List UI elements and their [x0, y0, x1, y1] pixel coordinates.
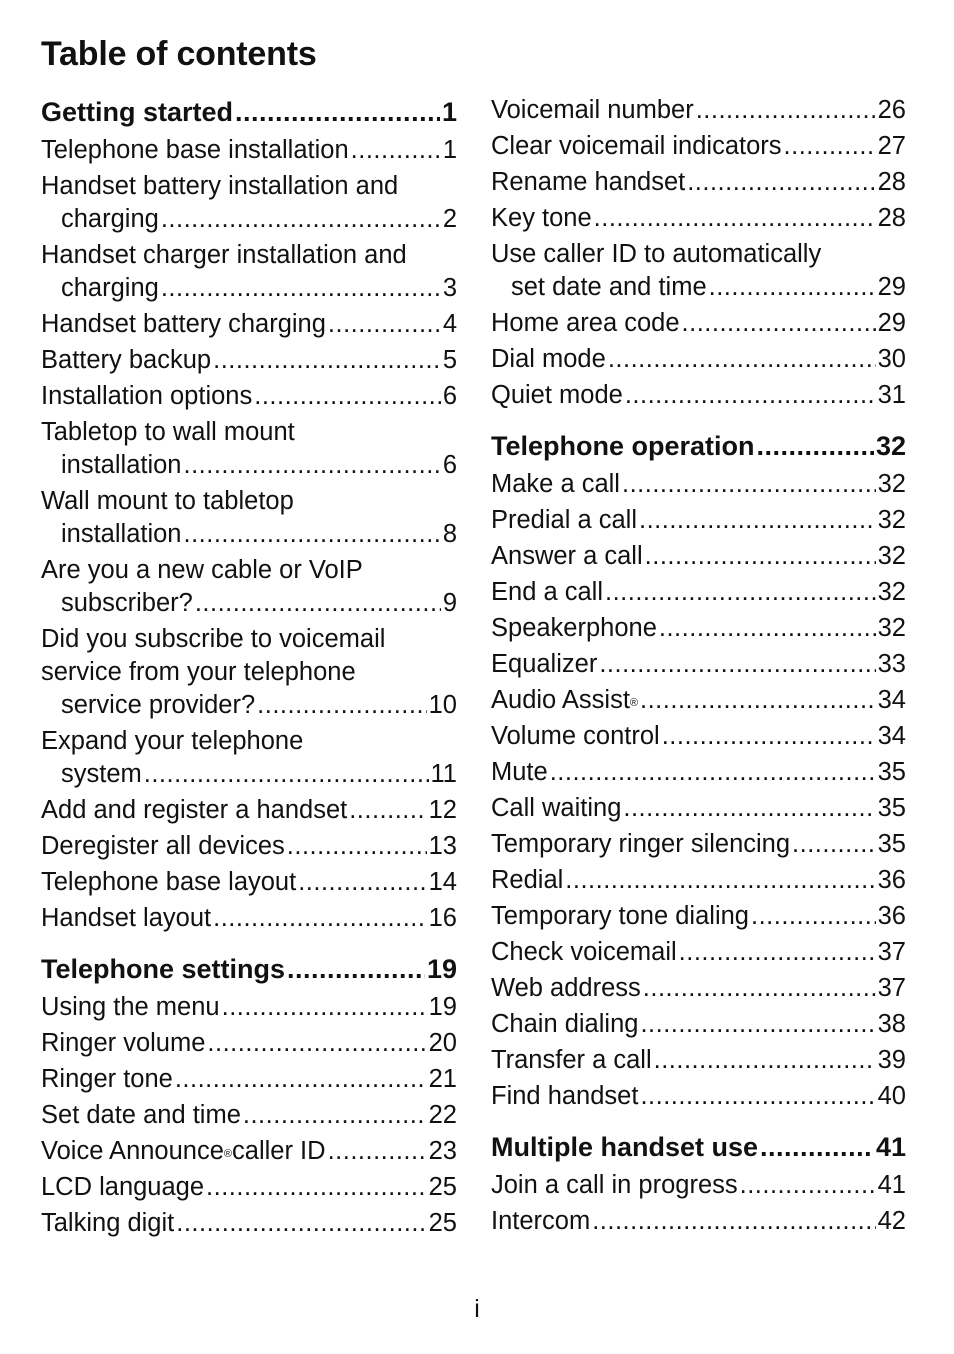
toc-page-number: 32 — [877, 470, 906, 498]
toc-page-number: 34 — [877, 722, 906, 750]
toc-entry-line — [41, 449, 457, 482]
dot-leader — [161, 203, 441, 236]
toc-section-heading[interactable] — [41, 94, 457, 130]
toc-entry-line — [491, 900, 906, 933]
toc-page-number: 6 — [442, 451, 457, 479]
toc-page-number: 16 — [428, 904, 457, 932]
toc-entry-text: Telephone settings — [41, 954, 286, 984]
toc-entry[interactable] — [41, 794, 457, 827]
toc-entry[interactable] — [491, 720, 906, 753]
toc-entry-text: Call waiting — [491, 794, 622, 822]
toc-section-heading[interactable] — [41, 951, 457, 987]
dot-leader — [207, 1027, 426, 1060]
toc-entry-text: Redial — [491, 866, 564, 894]
toc-entry-text: LCD language — [41, 1173, 205, 1201]
toc-entry-text: Volume control — [491, 722, 660, 750]
toc-entry-line — [41, 1171, 457, 1204]
toc-entry-text: Mute — [491, 758, 548, 786]
toc-page-number: 32 — [875, 431, 906, 461]
toc-entry[interactable] — [491, 756, 906, 789]
toc-entry-line — [41, 1063, 457, 1096]
toc-entry[interactable] — [491, 828, 906, 861]
toc-page-number: 32 — [877, 506, 906, 534]
toc-entry[interactable] — [41, 239, 457, 305]
dot-leader — [682, 307, 876, 340]
toc-entry-text: Installation options — [41, 382, 253, 410]
toc-entry-text: Set date and time — [41, 1101, 241, 1129]
toc-page-number: 30 — [877, 345, 906, 373]
toc-entry-line — [41, 344, 457, 377]
toc-page-number: 6 — [442, 382, 457, 410]
toc-entry-text: Expand your telephone — [41, 727, 304, 755]
toc-page-number: 2 — [442, 205, 457, 233]
toc-entry[interactable] — [491, 1044, 906, 1077]
toc-entry[interactable] — [491, 468, 906, 501]
toc-page-number: 21 — [428, 1065, 457, 1093]
toc-entry-text: subscriber? — [61, 589, 193, 617]
toc-page-number: 28 — [877, 168, 906, 196]
toc-page-number: 19 — [428, 993, 457, 1021]
toc-page-number: 13 — [428, 832, 457, 860]
toc-page-number: 31 — [877, 381, 906, 409]
toc-left-column — [41, 94, 457, 1243]
dot-leader — [195, 587, 441, 620]
dot-leader — [592, 1205, 875, 1238]
toc-entry-line — [491, 504, 906, 537]
toc-entry-line — [491, 756, 906, 789]
toc-entry-text: Talking digit — [41, 1209, 175, 1237]
toc-page-number: 32 — [877, 578, 906, 606]
toc-entry-text: Battery backup — [41, 346, 212, 374]
dot-leader — [298, 866, 426, 899]
toc-entry[interactable] — [491, 648, 906, 681]
toc-entry-text: Transfer a call — [491, 1046, 652, 1074]
toc-entry-text: Temporary tone dialing — [491, 902, 749, 930]
toc-entry[interactable] — [41, 902, 457, 935]
toc-entry-line — [491, 972, 906, 1005]
toc-entry-line — [41, 902, 457, 935]
toc-entry-text: Getting started — [41, 97, 234, 127]
toc-entry-text: Ringer tone — [41, 1065, 173, 1093]
toc-entry-line — [491, 468, 906, 501]
toc-entry-line — [41, 308, 457, 341]
dot-leader — [687, 166, 875, 199]
toc-entry-line — [491, 936, 906, 969]
dot-leader — [222, 991, 427, 1024]
toc-entry-text: Join a call in progress — [491, 1171, 738, 1199]
toc-entry-line — [41, 1207, 457, 1240]
toc-entry-line — [41, 830, 457, 863]
toc-entry-line — [41, 866, 457, 899]
toc-entry-text: installation — [61, 520, 182, 548]
toc-entry[interactable] — [41, 170, 457, 236]
toc-entry-text: Dial mode — [491, 345, 606, 373]
toc-entry-line — [41, 272, 457, 305]
toc-page-number: 40 — [877, 1082, 906, 1110]
dot-leader — [206, 1171, 427, 1204]
dot-leader — [257, 689, 426, 722]
toc-entry-line — [491, 343, 906, 376]
dot-leader — [679, 936, 876, 969]
toc-entry[interactable] — [41, 380, 457, 413]
toc-page-number: 32 — [877, 542, 906, 570]
toc-entry-line — [491, 94, 906, 127]
toc-entry[interactable] — [491, 540, 906, 573]
toc-entry-text: Handset layout — [41, 904, 212, 932]
dot-leader — [213, 902, 427, 935]
toc-page-number: 10 — [428, 691, 457, 719]
toc-page-number: 34 — [877, 686, 906, 714]
dot-leader — [351, 134, 441, 167]
toc-entry-line — [491, 1044, 906, 1077]
toc-entry[interactable] — [491, 612, 906, 645]
toc-entry-line — [491, 379, 906, 412]
toc-page-number: 14 — [428, 868, 457, 896]
toc-entry-line — [41, 689, 457, 722]
dot-leader — [757, 428, 874, 464]
toc-entry-text: Tabletop to wall mount — [41, 418, 295, 446]
toc-entry[interactable] — [41, 344, 457, 377]
toc-page-number: 19 — [426, 954, 457, 984]
toc-entry-text: service provider? — [61, 691, 256, 719]
toc-entry-text: Speakerphone — [491, 614, 657, 642]
toc-entry-text: Audio Assist — [491, 686, 630, 714]
toc-entry[interactable] — [491, 130, 906, 163]
dot-leader — [645, 540, 876, 573]
dot-leader — [643, 972, 876, 1005]
toc-entry-text: Clear voicemail indicators — [491, 132, 782, 160]
dot-leader — [328, 1135, 427, 1168]
toc-entry-text: Ringer volume — [41, 1029, 206, 1057]
toc-entry-text: Equalizer — [491, 650, 598, 678]
toc-page-number: 5 — [442, 346, 457, 374]
toc-page-number: 32 — [877, 614, 906, 642]
toc-entry[interactable] — [491, 936, 906, 969]
toc-entry-text: Make a call — [491, 470, 620, 498]
toc-entry-text: system — [61, 760, 142, 788]
toc-entry[interactable] — [41, 1099, 457, 1132]
toc-page-number: 33 — [877, 650, 906, 678]
dot-leader — [175, 1063, 427, 1096]
toc-entry-line — [41, 94, 457, 130]
toc-entry-text: Use caller ID to automatically — [491, 240, 822, 268]
toc-entry-line — [491, 828, 906, 861]
toc-entry-line — [491, 307, 906, 340]
toc-entry[interactable] — [41, 416, 457, 482]
toc-page-number: 4 — [442, 310, 457, 338]
dot-leader — [349, 794, 426, 827]
toc-entry-line — [491, 864, 906, 897]
toc-entry[interactable] — [41, 725, 457, 791]
toc-page-number: 36 — [877, 866, 906, 894]
toc-entry[interactable] — [491, 684, 906, 717]
dot-leader — [594, 202, 876, 235]
dot-leader — [696, 94, 876, 127]
toc-entry[interactable] — [41, 1063, 457, 1096]
dot-leader — [287, 951, 425, 987]
toc-entry-line — [491, 1080, 906, 1113]
dot-leader — [287, 830, 427, 863]
dot-leader — [213, 344, 441, 377]
dot-leader — [550, 756, 876, 789]
dot-leader — [640, 1080, 875, 1113]
toc-entry-line — [491, 1205, 906, 1238]
toc-entry-line — [491, 612, 906, 645]
toc-entry-text: Voicemail number — [491, 96, 694, 124]
toc-section-heading[interactable] — [491, 1129, 906, 1165]
toc-entry-text: Telephone base installation — [41, 136, 349, 164]
toc-entry-line — [491, 720, 906, 753]
toc-entry-text: Key tone — [491, 204, 592, 232]
toc-entry-line — [491, 271, 906, 304]
toc-page-number: 8 — [442, 520, 457, 548]
toc-entry[interactable] — [491, 1205, 906, 1238]
toc-entry-line — [491, 1129, 906, 1165]
dot-leader — [662, 720, 876, 753]
toc-page-number: 29 — [877, 309, 906, 337]
dot-leader — [751, 900, 876, 933]
toc-entry[interactable] — [491, 504, 906, 537]
toc-page-number: 25 — [428, 1209, 457, 1237]
toc-entry-text: Find handset — [491, 1082, 639, 1110]
toc-entry[interactable] — [41, 308, 457, 341]
toc-entry-line — [491, 576, 906, 609]
dot-leader — [623, 792, 875, 825]
toc-entry-text: Did you subscribe to voicemail — [41, 625, 386, 653]
toc-entry-line — [41, 991, 457, 1024]
toc-entry-text: Are you a new cable or VoIP — [41, 556, 363, 584]
toc-entry[interactable] — [491, 202, 906, 235]
toc-entry-line — [491, 202, 906, 235]
toc-entry-text-suffix: caller ID — [232, 1137, 326, 1165]
page-title: Table of contents — [41, 35, 317, 73]
toc-entry-text: Deregister all devices — [41, 832, 285, 860]
toc-entry-line — [41, 951, 457, 987]
toc-entry-text: Telephone operation — [491, 431, 755, 461]
toc-entry-text: installation — [61, 451, 182, 479]
dot-leader — [640, 1008, 875, 1041]
toc-entry-text: Using the menu — [41, 993, 220, 1021]
toc-entry[interactable] — [491, 94, 906, 127]
toc-entry[interactable] — [491, 576, 906, 609]
toc-page-number: 36 — [877, 902, 906, 930]
dot-leader — [176, 1207, 426, 1240]
toc-entry[interactable] — [491, 307, 906, 340]
toc-entry-line — [491, 166, 906, 199]
toc-page-number: 42 — [877, 1207, 906, 1235]
toc-page-number: 28 — [877, 204, 906, 232]
toc-entry[interactable] — [41, 623, 457, 722]
dot-leader — [784, 130, 876, 163]
toc-entry[interactable] — [491, 166, 906, 199]
toc-entry-text: Check voicemail — [491, 938, 677, 966]
toc-page-number: 39 — [877, 1046, 906, 1074]
toc-entry[interactable] — [41, 1027, 457, 1060]
dot-leader — [328, 308, 441, 341]
toc-entry-text: Answer a call — [491, 542, 643, 570]
toc-page-number: 38 — [877, 1010, 906, 1038]
toc-page-number: 25 — [428, 1173, 457, 1201]
toc-entry-text: Predial a call — [491, 506, 637, 534]
toc-page-number: 41 — [875, 1132, 906, 1162]
toc-page-number: 1 — [441, 97, 457, 127]
toc-entry-text: Web address — [491, 974, 641, 1002]
toc-entry[interactable] — [491, 343, 906, 376]
toc-entry[interactable] — [491, 864, 906, 897]
dot-leader — [659, 612, 876, 645]
toc-entry-text: Add and register a handset — [41, 796, 348, 824]
toc-entry[interactable] — [41, 134, 457, 167]
toc-entry-text: Handset battery installation and — [41, 172, 399, 200]
dot-leader — [243, 1099, 427, 1132]
dot-leader — [622, 468, 876, 501]
toc-entry-text: Handset battery charging — [41, 310, 326, 338]
toc-page-number: 27 — [877, 132, 906, 160]
dot-leader — [161, 272, 441, 305]
dot-leader — [625, 379, 876, 412]
toc-entry-text: Intercom — [491, 1207, 591, 1235]
toc-entry-text: charging — [61, 205, 159, 233]
toc-entry[interactable] — [491, 900, 906, 933]
dot-leader — [709, 271, 876, 304]
toc-entry[interactable] — [491, 1008, 906, 1041]
toc-entry-text: Multiple handset use — [491, 1132, 759, 1162]
dot-leader — [760, 1129, 874, 1165]
toc-entry-text: charging — [61, 274, 159, 302]
toc-entry-text: Temporary ringer silencing — [491, 830, 791, 858]
toc-entry-line: Voice Announce ® caller ID ..... 23 — [41, 1135, 457, 1168]
toc-entry-line — [491, 792, 906, 825]
toc-entry[interactable] — [491, 1080, 906, 1113]
dot-leader — [654, 1044, 876, 1077]
toc-page-number: 3 — [442, 274, 457, 302]
dot-leader — [184, 518, 441, 551]
dot-leader — [605, 576, 876, 609]
toc-entry[interactable] — [41, 1207, 457, 1240]
dot-leader — [144, 758, 429, 791]
toc-page-number: 11 — [430, 760, 457, 788]
toc-entry-line — [41, 587, 457, 620]
dot-leader — [608, 343, 876, 376]
toc-entry-line — [491, 648, 906, 681]
toc-entry-text: Wall mount to tabletop — [41, 487, 294, 515]
toc-entry-line — [41, 794, 457, 827]
toc-page-number: 41 — [877, 1171, 906, 1199]
toc-entry-line — [41, 203, 457, 236]
dot-leader — [639, 504, 876, 537]
dot-leader — [184, 449, 441, 482]
toc-entry-text: Chain dialing — [491, 1010, 639, 1038]
toc-entry[interactable] — [491, 379, 906, 412]
toc-section-heading[interactable] — [491, 428, 906, 464]
toc-entry-text: set date and time — [511, 273, 707, 301]
toc-page-number: 37 — [877, 938, 906, 966]
toc-entry-text: Home area code — [491, 309, 680, 337]
toc-entry[interactable] — [41, 554, 457, 620]
toc-page-number: 26 — [877, 96, 906, 124]
toc-entry-line — [491, 428, 906, 464]
toc-entry-text: Rename handset — [491, 168, 686, 196]
toc-entry[interactable] — [491, 238, 906, 304]
toc-page-number: 35 — [877, 758, 906, 786]
toc-entry-line — [491, 1008, 906, 1041]
toc-entry-line — [491, 130, 906, 163]
toc-entry-line — [41, 134, 457, 167]
dot-leader — [565, 864, 875, 897]
toc-page-number: 35 — [877, 794, 906, 822]
dot-leader — [640, 684, 876, 717]
toc-right-column — [491, 94, 906, 1241]
toc-entry-line — [41, 380, 457, 413]
toc-entry-text: End a call — [491, 578, 603, 606]
toc-entry-text: Handset charger installation and — [41, 241, 407, 269]
toc-entry[interactable] — [41, 991, 457, 1024]
dot-leader — [254, 380, 441, 413]
toc-entry-line: Audio Assist ® ..... 34 — [491, 684, 906, 717]
toc-entry[interactable] — [41, 866, 457, 899]
toc-page-number: 35 — [877, 830, 906, 858]
toc-entry[interactable] — [41, 485, 457, 551]
toc-entry-text: Voice Announce — [41, 1137, 224, 1165]
dot-leader — [235, 94, 440, 130]
dot-leader — [599, 648, 875, 681]
dot-leader — [740, 1169, 876, 1202]
toc-entry[interactable] — [491, 792, 906, 825]
toc-page-number: 1 — [442, 136, 457, 164]
toc-entry-line — [41, 1099, 457, 1132]
toc-page-number: 37 — [877, 974, 906, 1002]
toc-entry[interactable] — [491, 1169, 906, 1202]
toc-entry[interactable] — [41, 1135, 457, 1168]
dot-leader — [792, 828, 876, 861]
toc-page-number: 9 — [442, 589, 457, 617]
toc-entry-text: Telephone base layout — [41, 868, 297, 896]
toc-entry-text: Quiet mode — [491, 381, 623, 409]
toc-entry-line — [491, 1169, 906, 1202]
toc-entry[interactable] — [41, 830, 457, 863]
toc-entry-line — [41, 1027, 457, 1060]
page-number: i — [474, 1295, 480, 1323]
toc-entry[interactable] — [491, 972, 906, 1005]
toc-page-number: 20 — [428, 1029, 457, 1057]
toc-entry-line — [41, 518, 457, 551]
toc-page-number: 22 — [428, 1101, 457, 1129]
toc-page-number: 29 — [877, 273, 906, 301]
toc-page-number: 23 — [428, 1137, 457, 1165]
toc-entry[interactable] — [41, 1171, 457, 1204]
toc-page-number: 12 — [428, 796, 457, 824]
toc-entry-line — [491, 540, 906, 573]
toc-entry-text: service from your telephone — [41, 658, 356, 686]
toc-entry-line — [41, 758, 457, 791]
